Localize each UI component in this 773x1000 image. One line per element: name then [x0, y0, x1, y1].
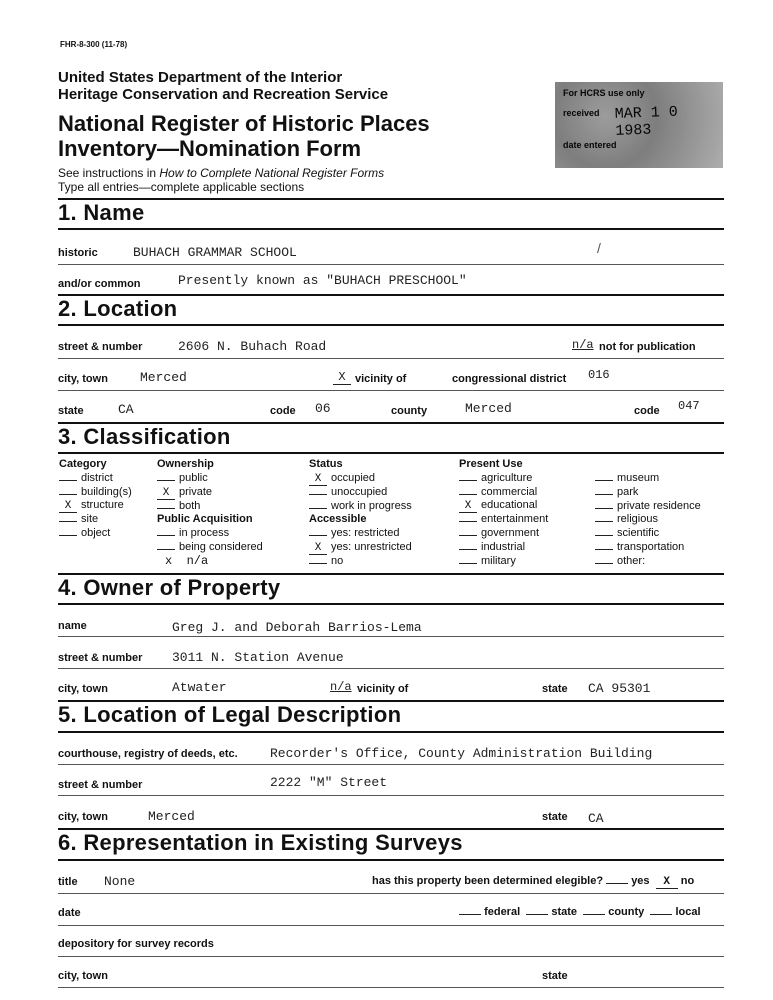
- city-value: Merced: [140, 370, 187, 385]
- check-mark: [595, 535, 613, 536]
- common-value: Presently known as "BUHACH PRESCHOOL": [178, 273, 467, 288]
- check-mark: [459, 480, 477, 481]
- owner-name-label: name: [58, 620, 87, 632]
- survey-title-label: title: [58, 876, 78, 888]
- check-mark: [309, 535, 327, 536]
- legal-street-label: street & number: [58, 779, 143, 791]
- owner-street-value: 3011 N. Station Avenue: [172, 650, 344, 665]
- check-label: military: [481, 554, 516, 567]
- common-label: and/or common: [58, 278, 141, 290]
- checkbox-row[interactable]: [157, 527, 263, 541]
- depository-label: depository for survey records: [58, 938, 214, 950]
- check-label: occupied: [331, 471, 376, 484]
- check-label: yes: restricted: [331, 527, 400, 540]
- check-label: private: [179, 485, 213, 498]
- checkbox-row[interactable]: [309, 500, 412, 514]
- check-label: transportation: [617, 540, 685, 553]
- vicinity-label: vicinity of: [355, 373, 407, 385]
- rule: [58, 893, 724, 894]
- check-mark: [459, 549, 477, 550]
- check-mark: [59, 480, 77, 481]
- instructions-2: Type all entries—complete applicable sections: [58, 180, 305, 194]
- checkbox-row[interactable]: [59, 513, 132, 527]
- check-label: structure: [81, 499, 124, 512]
- ownership-head: Ownership: [157, 458, 214, 470]
- check-mark: [157, 549, 175, 550]
- check-label: museum: [617, 472, 660, 484]
- checkbox-row[interactable]: [459, 486, 548, 500]
- checkbox-row[interactable]: [459, 555, 548, 569]
- local-level-label: local: [675, 906, 701, 918]
- section-4-heading: 4. Owner of Property: [58, 575, 281, 600]
- present-use-head: Present Use: [459, 458, 523, 470]
- accessible-head: Accessible: [309, 513, 367, 526]
- checkbox-row[interactable]: [59, 499, 132, 513]
- category-head: Category: [59, 458, 107, 470]
- check-label: no: [331, 554, 344, 567]
- rule: [58, 764, 724, 765]
- historic-label: historic: [58, 247, 98, 259]
- check-mark: [595, 508, 613, 509]
- check-label: scientific: [617, 527, 660, 540]
- status-column: [309, 458, 412, 569]
- check-label: building(s): [81, 485, 132, 498]
- stamp-date: MAR 1 0 1983: [614, 103, 679, 140]
- check-mark: [157, 480, 175, 481]
- check-mark: [595, 549, 613, 550]
- checkbox-row[interactable]: [595, 513, 701, 527]
- category-column: [59, 458, 132, 541]
- rule: [58, 264, 724, 265]
- rule: [58, 452, 724, 454]
- check-mark: X: [157, 488, 175, 500]
- check-mark: [59, 494, 77, 495]
- check-label: agriculture: [481, 471, 533, 484]
- checkbox-row[interactable]: [309, 472, 412, 486]
- instructions-1: [58, 166, 384, 180]
- check-mark: [459, 521, 477, 522]
- rule: [58, 636, 724, 637]
- yes-mark[interactable]: [606, 883, 628, 884]
- checkbox-row[interactable]: [309, 555, 412, 569]
- no-mark[interactable]: X: [656, 877, 678, 889]
- section-6-heading: 6. Representation in Existing Surveys: [58, 830, 463, 855]
- owner-state-label: state: [542, 683, 568, 695]
- check-label: religious: [617, 513, 658, 526]
- check-mark: [157, 535, 175, 536]
- checkbox-row[interactable]: [459, 513, 548, 527]
- form-title-1: National Register of Historic Places: [58, 111, 430, 136]
- check-label: yes: unrestricted: [331, 540, 412, 553]
- check-mark: [157, 508, 175, 509]
- checkbox-row[interactable]: [157, 472, 263, 486]
- check-mark: [459, 535, 477, 536]
- courthouse-value: Recorder's Office, County Administration Building: [270, 746, 653, 761]
- check-label: private residence: [617, 499, 701, 512]
- state-value: CA: [118, 402, 134, 417]
- check-mark: X: [59, 501, 77, 513]
- checkbox-row[interactable]: [59, 527, 132, 541]
- checkbox-row[interactable]: [309, 486, 412, 500]
- courthouse-label: courthouse, registry of deeds, etc.: [58, 748, 238, 760]
- check-label: unoccupied: [331, 485, 388, 498]
- check-mark: [59, 521, 77, 522]
- service-title: Heritage Conservation and Recreation Service: [58, 86, 389, 103]
- slash-mark: /: [597, 240, 601, 256]
- survey-state-label: state: [542, 970, 568, 982]
- check-label: work in progress: [331, 499, 412, 512]
- check-mark: [595, 563, 613, 564]
- instructions-1-em: How to Complete National Register Forms: [159, 166, 385, 180]
- checkbox-row[interactable]: [59, 486, 132, 500]
- ownership-column: [157, 458, 263, 569]
- state-code-label: code: [270, 405, 296, 417]
- checkbox-row[interactable]: [459, 472, 548, 486]
- public-acquisition-head: Public Acquisition: [157, 513, 253, 526]
- state-code-value: 06: [315, 401, 331, 416]
- checkbox-row[interactable]: [595, 500, 701, 514]
- local-level-mark[interactable]: [650, 914, 672, 915]
- check-label: in process: [179, 527, 230, 540]
- survey-date-label: date: [58, 907, 81, 919]
- rule: [58, 668, 724, 669]
- county-code-label: code: [634, 405, 660, 417]
- rule: [58, 925, 724, 926]
- owner-city-value: Atwater: [172, 680, 227, 695]
- stamp-line-3: date entered: [563, 140, 617, 150]
- dept-title: United States Department of the Interior: [58, 69, 343, 86]
- pa-note: [157, 555, 263, 569]
- owner-name-value: Greg J. and Deborah Barrios-Lema: [172, 620, 422, 635]
- federal-label: federal: [484, 906, 521, 918]
- checkbox-row[interactable]: [157, 500, 263, 514]
- eligible-question: [372, 875, 694, 889]
- stamp-line-2: received: [563, 108, 600, 118]
- rule: [58, 731, 724, 733]
- checkbox-row[interactable]: [459, 541, 548, 555]
- federal-mark[interactable]: [459, 914, 481, 915]
- owner-vicinity-value: n/a: [330, 680, 352, 694]
- check-mark: [459, 494, 477, 495]
- check-label: entertainment: [481, 513, 549, 526]
- check-label: commercial: [481, 485, 538, 498]
- rule: [58, 603, 724, 605]
- check-label: other:: [617, 554, 646, 567]
- historic-value: BUHACH GRAMMAR SCHOOL: [133, 245, 297, 260]
- check-mark: [595, 480, 613, 481]
- stamp-line-1: For HCRS use only: [563, 88, 645, 98]
- check-label: government: [481, 527, 540, 540]
- survey-levels: [459, 906, 701, 918]
- survey-title-value: None: [104, 874, 136, 889]
- yes-label: yes: [631, 875, 650, 887]
- checkbox-row[interactable]: [157, 541, 263, 555]
- checkbox-row[interactable]: [459, 499, 548, 513]
- present-use-column-b: [595, 472, 701, 569]
- check-mark: [309, 563, 327, 564]
- check-label: park: [617, 485, 639, 498]
- legal-street-value: 2222 "M" Street: [270, 775, 388, 790]
- check-mark: [309, 494, 327, 495]
- check-label: public: [179, 471, 208, 484]
- form-id: FHR-8-300 (11-78): [60, 40, 128, 49]
- checkbox-row[interactable]: [595, 555, 701, 569]
- survey-city-label: city, town: [58, 970, 108, 982]
- checkbox-row[interactable]: [309, 541, 412, 555]
- state-label: state: [58, 405, 84, 417]
- check-label: site: [81, 513, 99, 526]
- county-value: Merced: [465, 401, 512, 416]
- hcrs-stamp: [555, 82, 723, 168]
- county-label: county: [391, 405, 428, 417]
- section-1-heading: 1. Name: [58, 200, 145, 225]
- check-label: object: [81, 527, 111, 540]
- rule: [58, 228, 724, 230]
- rule: [58, 987, 724, 988]
- cd-value: 016: [588, 368, 610, 382]
- checkbox-row[interactable]: [595, 486, 701, 500]
- form-title-2: Inventory—Nomination Form: [58, 136, 362, 161]
- section-3-heading: 3. Classification: [58, 424, 231, 449]
- check-label: district: [81, 471, 113, 484]
- check-label: being considered: [179, 540, 263, 553]
- present-use-column-a: [459, 458, 548, 569]
- legal-city-label: city, town: [58, 811, 108, 823]
- check-mark: [59, 535, 77, 536]
- check-label: both: [179, 499, 201, 512]
- rule: [58, 324, 724, 326]
- owner-street-label: street & number: [58, 652, 143, 664]
- pa-note-mark: x: [165, 553, 173, 568]
- checkbox-row[interactable]: [595, 472, 701, 486]
- checkbox-row[interactable]: [595, 527, 701, 541]
- legal-state-value: CA: [588, 811, 604, 826]
- legal-city-value: Merced: [148, 809, 195, 824]
- check-mark: X: [309, 474, 327, 486]
- instructions-1-pre: See instructions in: [58, 166, 160, 180]
- nfp-value: n/a: [572, 338, 594, 352]
- check-mark: X: [459, 501, 477, 513]
- check-label: educational: [481, 499, 538, 512]
- rule: [58, 198, 724, 200]
- rule: [58, 956, 724, 957]
- county-level-mark[interactable]: [583, 914, 605, 915]
- status-head: Status: [309, 458, 343, 470]
- county-level-label: county: [608, 906, 645, 918]
- county-code-value: 047: [678, 399, 700, 413]
- section-5-heading: 5. Location of Legal Description: [58, 702, 402, 727]
- state-level-label: state: [551, 906, 578, 918]
- checkbox-row[interactable]: [459, 527, 548, 541]
- rule: [58, 859, 724, 861]
- legal-state-label: state: [542, 811, 568, 823]
- checkbox-row[interactable]: [157, 486, 263, 500]
- check-mark: [595, 494, 613, 495]
- checkbox-row[interactable]: [595, 541, 701, 555]
- check-mark: X: [309, 543, 327, 555]
- check-label: industrial: [481, 540, 526, 553]
- nfp-label: not for publication: [599, 341, 696, 353]
- city-label: city, town: [58, 373, 108, 385]
- no-label: no: [680, 875, 695, 887]
- owner-state-value: CA 95301: [588, 681, 651, 696]
- rule: [58, 390, 724, 391]
- vicinity-value: X: [333, 370, 351, 385]
- rule: [58, 358, 724, 359]
- eligible-q-text: has this property been determined elegible?: [372, 875, 604, 887]
- state-level-mark[interactable]: [526, 914, 548, 915]
- street-label: street & number: [58, 341, 143, 353]
- check-mark: [459, 563, 477, 564]
- check-mark: [595, 521, 613, 522]
- street-value: 2606 N. Buhach Road: [178, 339, 327, 354]
- cd-label: congressional district: [452, 373, 567, 385]
- owner-vicinity-label: vicinity of: [357, 683, 409, 695]
- owner-city-label: city, town: [58, 683, 108, 695]
- rule: [58, 795, 724, 796]
- section-2-heading: 2. Location: [58, 296, 178, 321]
- pa-note-value: n/a: [186, 553, 209, 568]
- checkbox-row[interactable]: [59, 472, 132, 486]
- check-mark: [309, 508, 327, 509]
- checkbox-row[interactable]: [309, 527, 412, 541]
